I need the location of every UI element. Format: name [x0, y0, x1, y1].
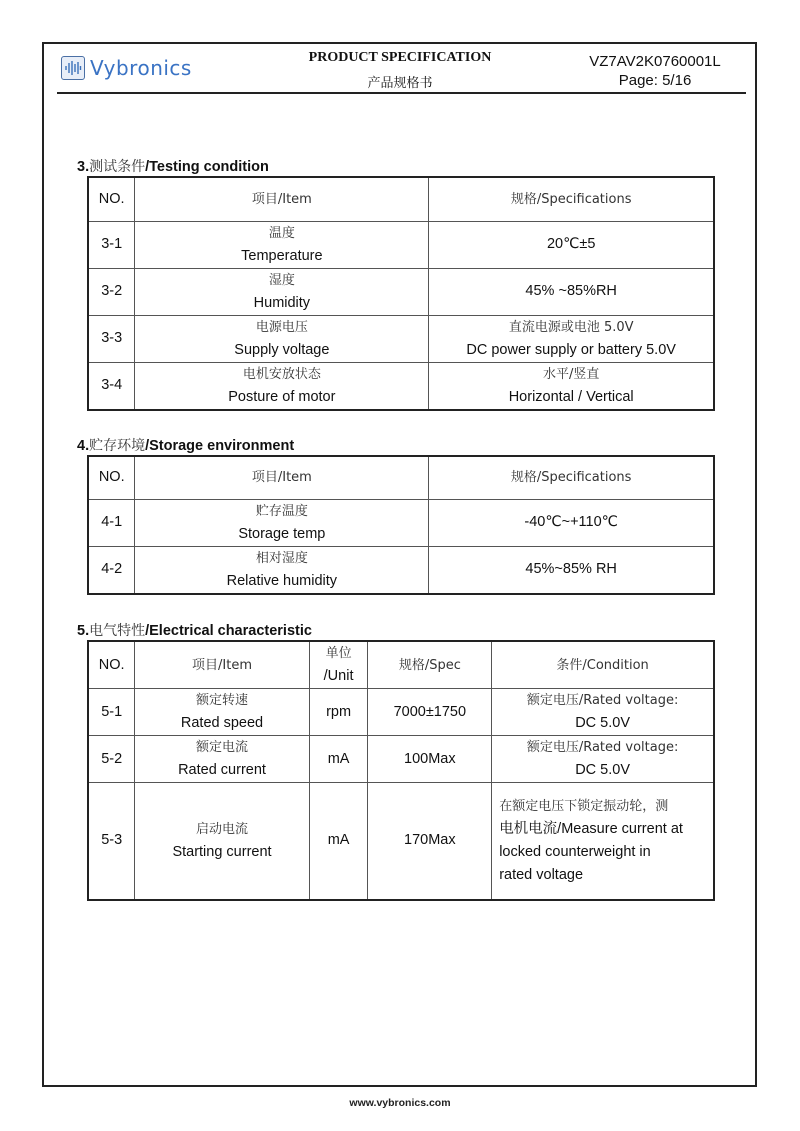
row-spec: 100Max: [368, 736, 492, 783]
table-row: [88, 221, 714, 268]
table-row: [88, 499, 714, 546]
header-no: NO.: [88, 177, 135, 221]
header-right: [570, 52, 740, 90]
row-item: 湿度 Humidity: [135, 268, 429, 315]
row-no: 3-4: [88, 362, 135, 410]
row-spec: 20℃±5: [429, 221, 714, 268]
table-header-row: [88, 177, 714, 221]
row-no: 4-1: [88, 499, 135, 546]
row-unit: mA: [309, 736, 368, 783]
header-unit: 单位 /Unit: [309, 641, 368, 689]
row-item: 贮存温度 Storage temp: [135, 499, 429, 546]
testing-condition-table: [87, 176, 715, 411]
table-row: [88, 689, 714, 736]
logo-text: Vybronics: [90, 56, 192, 80]
doc-number: VZ7AV2K0760001L: [589, 53, 721, 70]
electrical-characteristic-table: [87, 640, 715, 901]
waveform-logo-icon: [61, 56, 85, 80]
row-no: 5-1: [88, 689, 135, 736]
table-row: [88, 315, 714, 362]
header-condition: 条件/Condition: [492, 641, 714, 689]
table-row: [88, 268, 714, 315]
row-item: 额定转速 Rated speed: [135, 689, 309, 736]
table-row: [88, 362, 714, 410]
page-number: Page: 5/16: [618, 72, 692, 89]
row-no: 3-2: [88, 268, 135, 315]
table-row: [88, 783, 714, 900]
header-spec: 规格/Specifications: [429, 177, 714, 221]
storage-environment-table: [87, 455, 715, 595]
row-spec: 7000±1750: [368, 689, 492, 736]
row-no: 5-3: [88, 783, 135, 900]
header-no: NO.: [88, 456, 135, 499]
row-spec: -40℃~+110℃: [429, 499, 714, 546]
row-unit: mA: [309, 783, 368, 900]
header-no: NO.: [88, 641, 135, 689]
row-spec: 45%~85% RH: [429, 546, 714, 594]
row-item: 电机安放状态 Posture of motor: [135, 362, 429, 410]
row-no: 4-2: [88, 546, 135, 594]
header-center: [300, 50, 500, 91]
header-item: 项目/Item: [135, 177, 429, 221]
row-no: 3-3: [88, 315, 135, 362]
row-spec: 水平/竖直 Horizontal / Vertical: [429, 362, 714, 410]
section3-title: 3.测试条件/Testing condition: [77, 159, 269, 175]
doc-title: PRODUCT SPECIFICATION: [308, 50, 492, 65]
row-spec: 45% ~85%RH: [429, 268, 714, 315]
table-row: [88, 736, 714, 783]
row-item: 额定电流 Rated current: [135, 736, 309, 783]
row-condition: 额定电压/Rated voltage: DC 5.0V: [492, 689, 714, 736]
row-no: 3-1: [88, 221, 135, 268]
row-no: 5-2: [88, 736, 135, 783]
vybronics-logo: [61, 56, 192, 80]
header-spec: 规格/Spec: [368, 641, 492, 689]
row-condition: 额定电压/Rated voltage: DC 5.0V: [492, 736, 714, 783]
row-condition: 在额定电压下锁定振动轮，测 电机电流/Measure current at locked counterweight in rated voltage: [492, 783, 714, 900]
row-item: 相对湿度 Relative humidity: [135, 546, 429, 594]
row-item: 电源电压 Supply voltage: [135, 315, 429, 362]
section5-title: 5.电气特性/Electrical characteristic: [77, 623, 312, 639]
header-item: 项目/Item: [135, 641, 309, 689]
table-header-row: [88, 641, 714, 689]
row-spec: 直流电源或电池 5.0V DC power supply or battery 5.0V: [429, 315, 714, 362]
header-spec: 规格/Specifications: [429, 456, 714, 499]
row-item: 启动电流 Starting current: [135, 783, 309, 900]
header-item: 项目/Item: [135, 456, 429, 499]
footer-url: www.vybronics.com: [349, 1097, 451, 1109]
header-divider: [57, 92, 746, 94]
table-header-row: [88, 456, 714, 499]
row-unit: rpm: [309, 689, 368, 736]
doc-subtitle: 产品规格书: [367, 75, 433, 90]
table-row: [88, 546, 714, 594]
row-item: 温度 Temperature: [135, 221, 429, 268]
row-spec: 170Max: [368, 783, 492, 900]
section4-title: 4.贮存环境/Storage environment: [77, 438, 295, 454]
